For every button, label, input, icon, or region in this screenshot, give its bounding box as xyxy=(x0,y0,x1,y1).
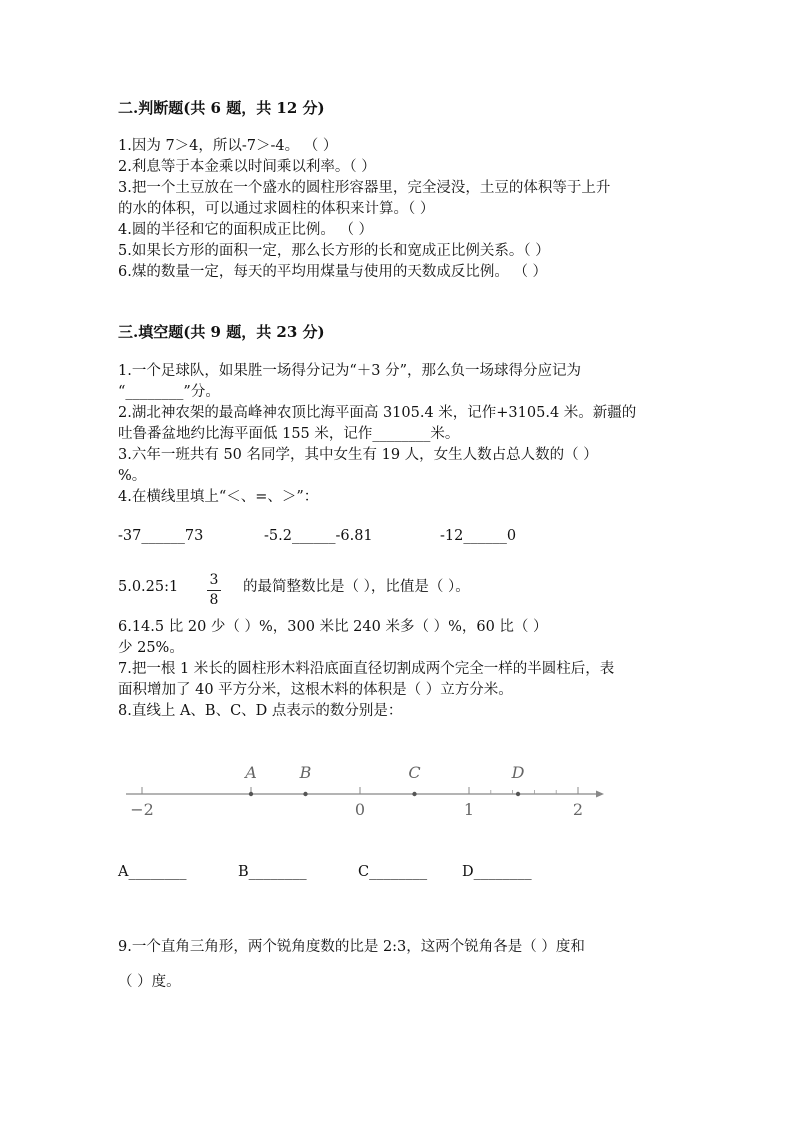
fill-q1-line2: “________”分。 xyxy=(118,384,220,400)
number-line-point xyxy=(412,792,416,796)
judgement-item-3a: 3.把一个土豆放在一个盛水的圆柱形容器里，完全浸没，土豆的体积等于上升 xyxy=(118,180,611,196)
fill-q9-line1: 9.一个直角三角形，两个锐角度数的比是 2:3，这两个锐角各是（ ）度和 xyxy=(118,939,585,955)
fill-q1-line1: 1.一个足球队，如果胜一场得分记为“＋3 分”，那么负一场球得分应记为 xyxy=(118,363,581,379)
number-line-point xyxy=(249,792,253,796)
answer-b: B________ xyxy=(238,864,307,880)
fraction-bar xyxy=(207,590,221,591)
number-line-tick-label: −2 xyxy=(130,800,154,819)
number-line-point xyxy=(303,792,307,796)
judgement-item-3b: 的水的体积，可以通过求圆柱的体积来计算。（ ） xyxy=(118,201,435,217)
fill-q5-prefix: 5.0.25:1 xyxy=(118,579,179,595)
fill-q6-line1: 6.14.5 比 20 少（ ）%，300 米比 240 米多（ ）%，60 比（ ） xyxy=(118,619,548,635)
number-line-point-label: A xyxy=(245,763,257,782)
judgement-item-6: 6.煤的数量一定，每天的平均用煤量与使用的天数成反比例。 （ ） xyxy=(118,264,548,280)
fill-q5-suffix: 的最简整数比是（ ），比值是（ ）。 xyxy=(243,579,470,595)
fraction-numerator: 3 xyxy=(209,572,219,588)
judgement-item-2: 2.利息等于本金乘以时间乘以利率。（ ） xyxy=(118,159,376,175)
number-line-tick-label: 2 xyxy=(572,800,584,819)
fill-q9-line2: （ ）度。 xyxy=(118,974,181,990)
answer-c: C________ xyxy=(358,864,428,880)
judgement-item-5: 5.如果长方形的面积一定，那么长方形的长和宽成正比例关系。（ ） xyxy=(118,243,550,259)
compare-item-3: -12______0 xyxy=(440,528,517,544)
fill-q3-line2: %。 xyxy=(118,468,147,484)
section-title-fill-blank: 三.填空题(共 9 题，共 23 分) xyxy=(118,323,325,341)
fraction-denominator: 8 xyxy=(209,592,219,608)
fill-q7-line1: 7.把一根 1 米长的圆柱形木料沿底面直径切割成两个完全一样的半圆柱后，表 xyxy=(118,661,615,677)
fill-q7-line2: 面积增加了 40 平方分米，这根木料的体积是（ ）立方分米。 xyxy=(118,682,513,698)
number-line-point-label: D xyxy=(511,763,525,782)
answer-a: A________ xyxy=(118,864,187,880)
compare-item-2: -5.2______-6.81 xyxy=(264,528,373,544)
number-line-point xyxy=(516,792,520,796)
number-line-point-label: C xyxy=(408,763,421,782)
fill-q3-line1: 3.六年一班共有 50 名同学，其中女生有 19 人，女生人数占总人数的（ ） xyxy=(118,447,598,463)
section-title-judgement: 二.判断题(共 6 题，共 12 分) xyxy=(118,99,325,117)
number-line-tick-label: 0 xyxy=(354,800,366,819)
number-line-tick-label: 1 xyxy=(463,800,475,819)
fill-q2-line2: 吐鲁番盆地约比海平面低 155 米，记作________米。 xyxy=(118,426,460,442)
number-line-arrow xyxy=(596,791,604,798)
fill-q8-line1: 8.直线上 A、B、C、D 点表示的数分别是： xyxy=(118,703,403,719)
compare-item-1: -37______73 xyxy=(118,528,204,544)
judgement-item-4: 4.圆的半径和它的面积成正比例。 （ ） xyxy=(118,222,374,238)
fill-q4-line1: 4.在横线里填上“＜、=、＞”： xyxy=(118,489,319,505)
answer-d: D________ xyxy=(462,864,532,880)
fill-q2-line1: 2.湖北神农架的最高峰神农顶比海平面高 3105.4 米，记作+3105.4 米。新疆的 xyxy=(118,405,637,421)
fill-q6-line2: 少 25%。 xyxy=(118,640,184,656)
judgement-item-1: 1.因为 7＞4，所以-7＞-4。 （ ） xyxy=(118,138,338,154)
number-line-point-label: B xyxy=(299,763,312,782)
number-line-figure xyxy=(118,752,618,822)
